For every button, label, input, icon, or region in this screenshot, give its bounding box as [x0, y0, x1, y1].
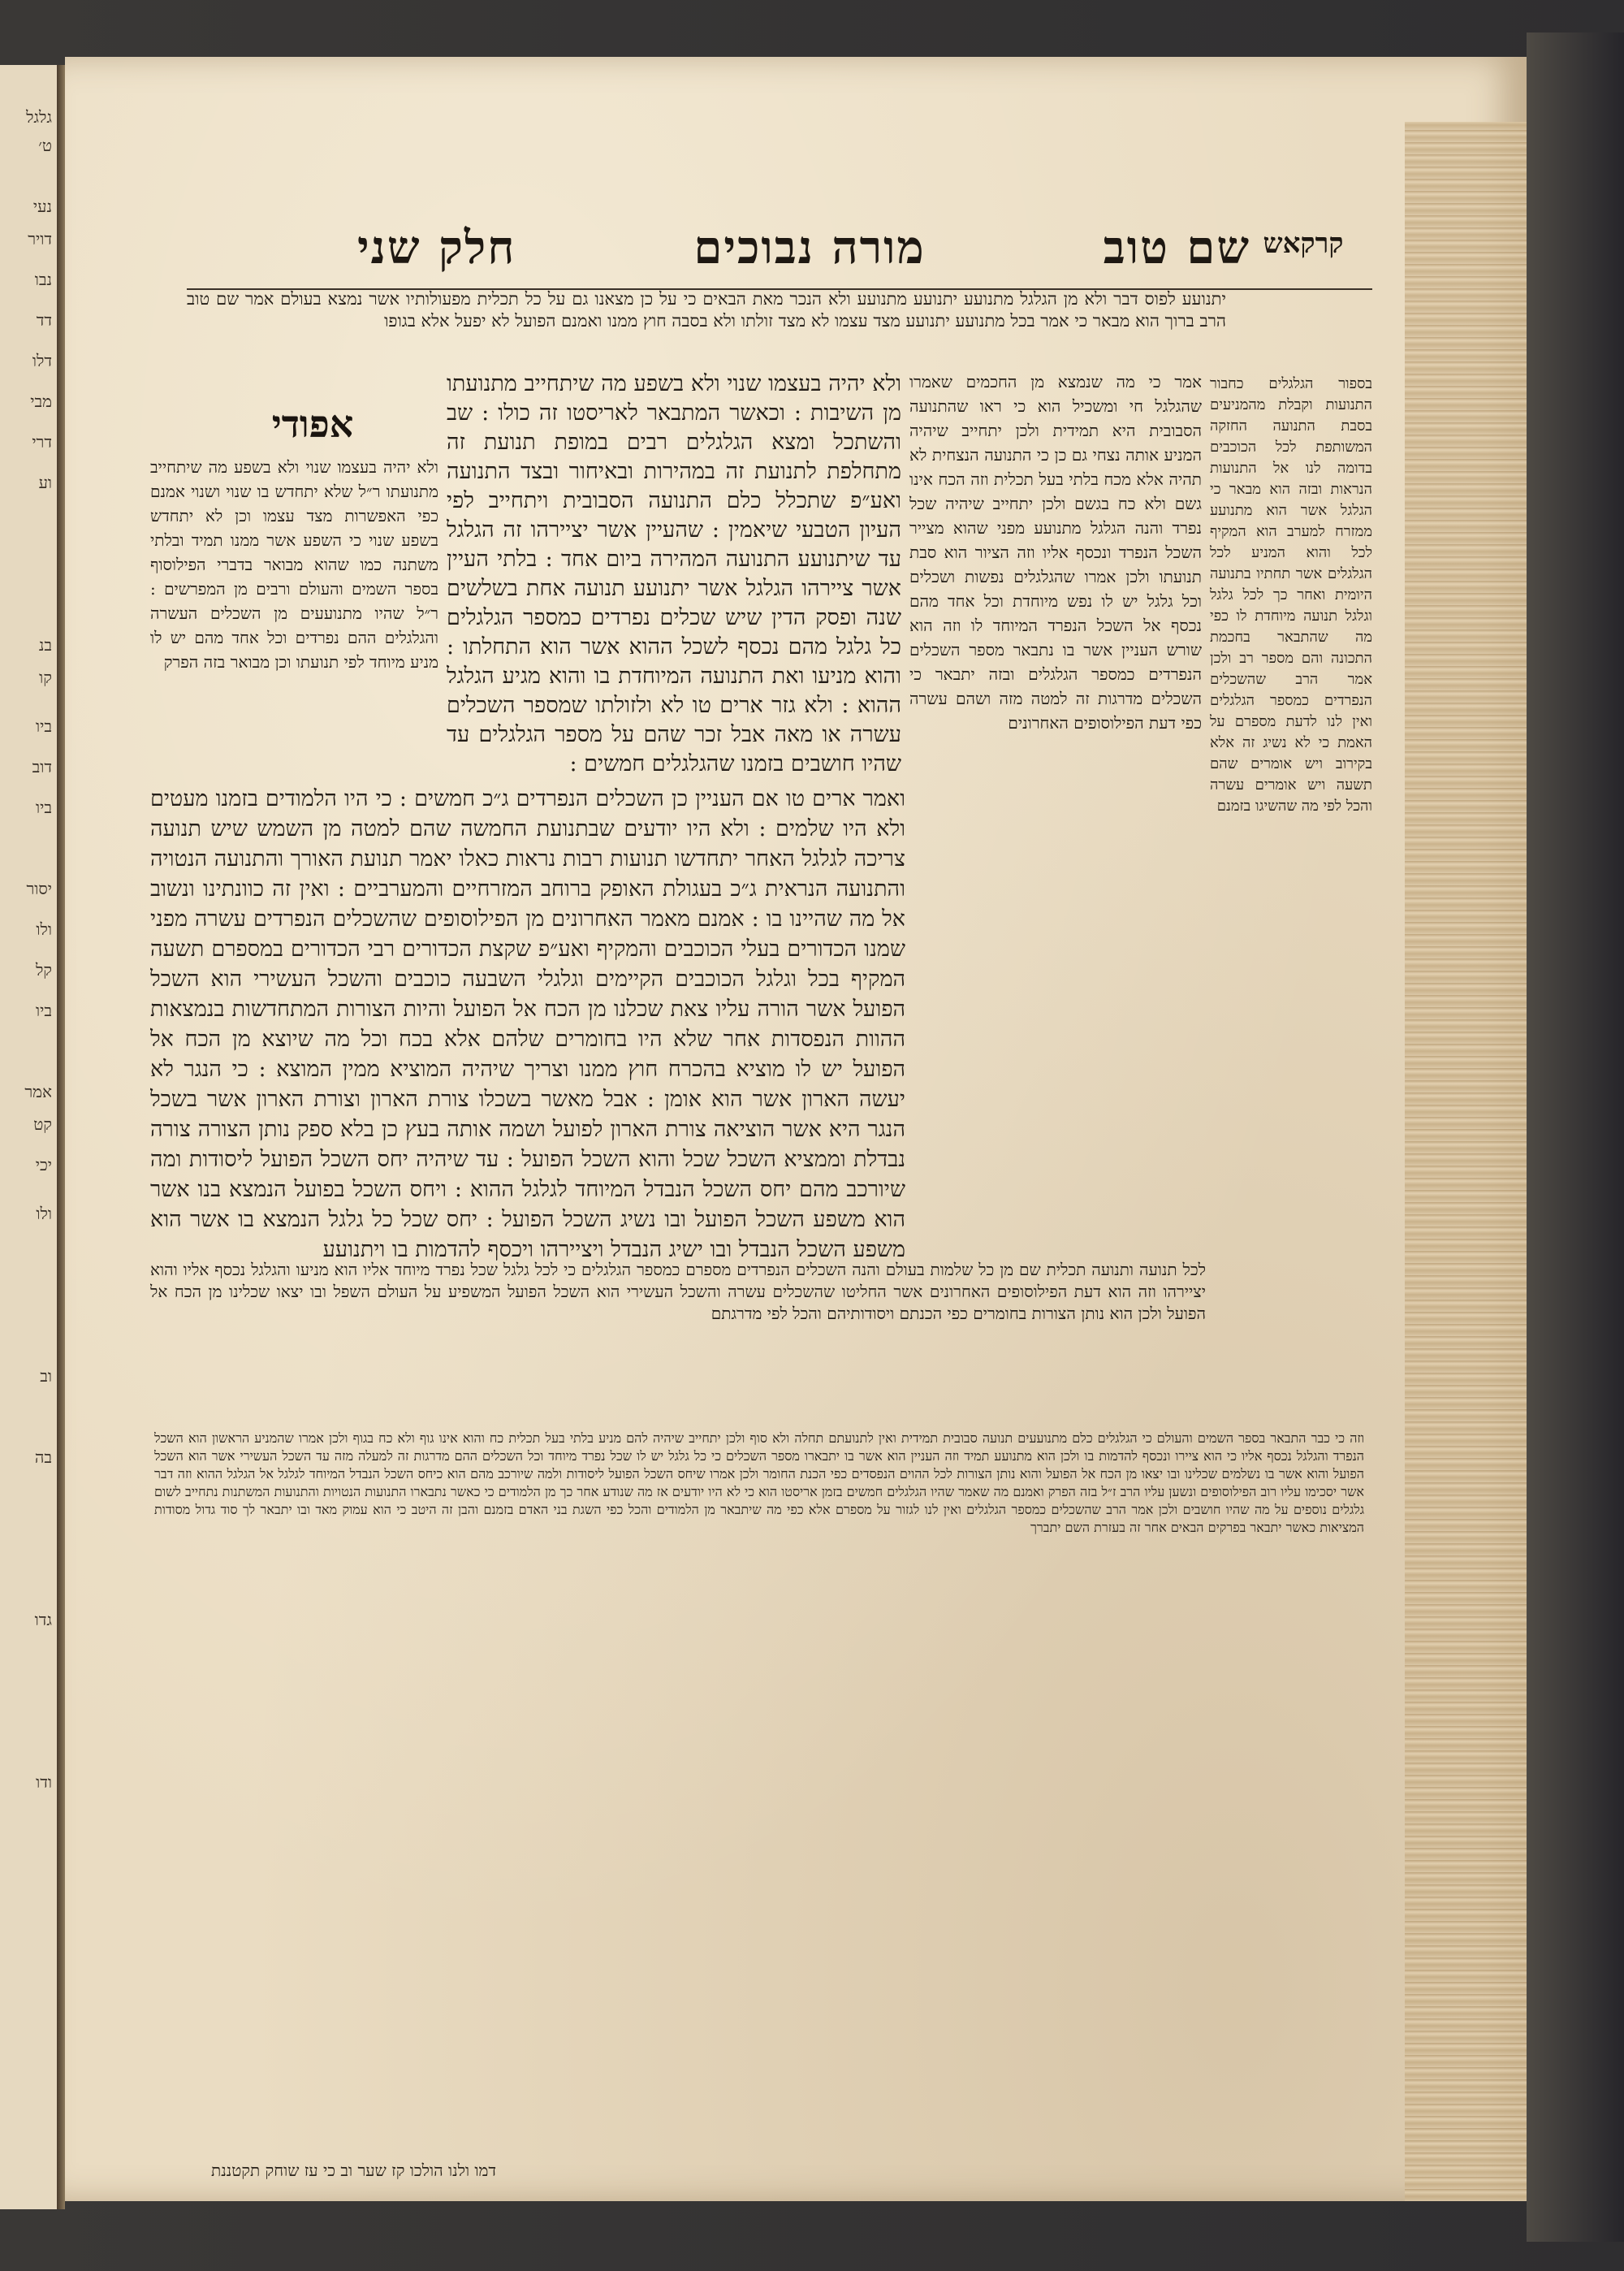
- header-part: חלק שני: [357, 221, 516, 275]
- left-fragment-line: גדו: [34, 1610, 52, 1629]
- left-fragment-line: גלגל: [26, 107, 52, 127]
- efodi-heading: אפודי: [271, 402, 354, 446]
- left-fragment-line: מבי: [30, 391, 52, 411]
- left-fragment-line: ודו: [36, 1772, 52, 1792]
- left-fragment-line: בה: [34, 1447, 52, 1467]
- left-page-fragment: [0, 65, 59, 2209]
- left-fragment-line: דוב: [32, 757, 52, 776]
- side-commentary-column: בספור הגלגלים כחבור התנועות וקבלת מהמניעים בסבת התנועה החזקה המשותפת לכל הכוכבים בדומה לנו אל התנועות הנראות ובזה הוא מבאר כי הגלגל אשר הוא מתנועע ממזרח למערב הוא המקיף לכל והוא המניע לכל הגלגלים אשר תחתיו בתנועה היומית ואחר כך לכל גלגל וגלגל תנועה מיוחדת לו כפי מה שהתבאר בחכמת התכונה והם מספר רב ולכן אמר הרב שהשכלים הנפרדים כמספר הגלגלים ואין לנו לדעת מספרם על האמת כי לא נשיג זה אלא בקירוב ויש אומרים שהם תשעה ויש אומרים עשרה והכל לפי מה שהשיגו בזמנם: [1210, 375, 1372, 815]
- header-title: מורה נבוכים: [693, 221, 926, 275]
- left-fragment-line: ולו: [36, 1204, 52, 1223]
- left-fragment-line: יכי: [35, 1155, 52, 1174]
- left-fragment-line: ביו: [36, 716, 52, 736]
- main-text-lower: ואמר ארים טו אם העניין כן השכלים הנפרדים ג״כ חמשים : כי היו הלמודים בזמנו מעטים ולא היו שלמים : ולא היו יודעים שבתנועת החמשה שהם למטה מן השמש שיש תנועה צריכה לגלגל האחר יתחדשו תנועות רבות נראות כאלו יאמר תנועת האורך והתנועה הנטויה והתנועה הנראית ג״כ בעגולת האופק ברוחב המזרחיים והמערביים : ואין זה כוונתינו ונשוב אל מה שהיינו בו : אמנם מאמר האחרונים מן הפילוסופים שהשכלים הנפרדים עשרה מפני שמנו הכדורים בעלי הכוכבים והמקיף ואע״פ שקצת הכדורים רבי הכדורים במספרם תשעה המקיף בכל וגלגל הכוכבים הקיימים וגלגלי השבעה כוכבים והשכל העשירי הוא השכל הפועל אשר הורה עליו צאת שכלנו מן הכח אל הפועל והיות הצורות המתחדשות בנמצאות ההוות הנפסדות אחר שלא היו בחומרים שלהם אלא בכח וכל מה שיוצא מן הכח אל הפועל יש לו מוציא בהכרח חוץ ממנו וצריך שיהיה המוציא ממין המוצא : כי הנגר לא יעשה הארון אשר הוא אומן : אבל מאשר בשכלו צורת הארון וצורת הארון אשר בשכל הנגר היא אשר הוציאה צורת הארון לפועל ושמה אותה בעץ כן בלא ספק נותן הצורה צורה נבדלת וממציא השכל שכל והוא השכל הפועל : עד שיהיה יחס השכל הפועל ליסודות ומה שיורכב מהם יחס השכל הנבדל המיוחד לגלגל ההוא : ויחס השכל בפועל הנמצא בנו אשר הוא משפע השכל הפועל ובו נשיג השכל הפועל : יחס שכל כל גלגל הנמצא בו אשר הוא משפע השכל הנבדל ובו ישיג הנבדל ויציירהו ויכסף להדמות בו ויתנועע: [150, 786, 905, 1262]
- left-fragment-line: ביו: [36, 798, 52, 817]
- left-fragment-line: קט: [33, 1114, 52, 1134]
- running-header: [357, 215, 1250, 280]
- left-fragment-line: נעי: [32, 197, 52, 216]
- left-fragment-line: וע: [38, 473, 52, 492]
- catchword: דמו ולנו הולכו קז שער וב כי עז שוחק תקטננת: [211, 2161, 497, 2180]
- left-fragment-line: אמר: [24, 1082, 52, 1101]
- left-fragment-line: ט׳: [38, 136, 52, 155]
- header-commentator: שם טוב: [1103, 221, 1250, 275]
- left-fragment-line: דלו: [32, 351, 52, 370]
- intro-commentary: יתנועע לפוס דבר ולא מן הגלגל מתנועע יתנועע מתנועע ולא הנכר מאת הבאים כי על כן מצאנו גם על כל תכלית מפעולותיו אשר נמצא בעולם אמר שם טוב הרב ברוך הוא מבאר כי אמר בכל מתנועע יתנועע מצד עצמו לא מצד זולתו ולא בסבה חוץ ממנו ואמנם הפועל לא יפעל אלא בגופו: [187, 289, 1226, 331]
- left-fragment-line: קל: [35, 960, 52, 980]
- left-fragment-line: דרי: [32, 432, 52, 452]
- shem-tov-commentary: אמר כי מה שנמצא מן החכמים שאמרו שהגלגל חי ומשכיל הוא כי ראו שהתנועה הסבובית היא תמידית ולכן יתחייב שיהיה המניע אותה נצחי גם כן כי התנועה הנצחית לא תהיה אלא מכח בלתי בעל תכלית וזה הכח אינו גשם ולא כח בגשם ולכן יתחייב שיהיה שכל נפרד והנה הגלגל מתנועע מפני שהוא מצייר השכל הנפרד ונכסף אליו וזה הציור הוא סבת תנועתו ולכן אמרו שהגלגלים נפשות ושכלים וכל גלגל יש לו נפש מיוחדת וכל אחד מהם נכסף אל השכל הנפרד המיוחד לו וזה הוא שורש העניין אשר בו נתבאר מספר השכלים הנפרדים כמספר הגלגלים ובזה יתבאר כי השכלים מדרגות זה למטה מזה ושהם עשרה כפי דעת הפילוסופים האחרונים: [909, 372, 1202, 733]
- bottom-commentary: וזה כי כבר התבאר בספר השמים והעולם כי הגלגלים כלם מתנועעים תנועה סבובית תמידית ואין לתנועתם תחלה ולא סוף ולכן יתחייב שיהיה להם מניע בלתי בעל תכלית כח והוא אינו גוף ולא כח בגוף ולכן אמרו שהמניע הראשון הוא השכל הנפרד והגלגל נכסף אליו כי הוא ציירו ונכסף להדמות בו ולכן הוא מתנועע תמיד וזה העניין הוא אשר בו יתבארו מספר השכלים כי כל גלגל יש לו שכל נפרד מיוחד וכל השכלים ההם מדרגות זה למעלה מזה עד השכל העשירי אשר הוא השכל הפועל והוא אשר בו נשלמים שכלינו ובו יצאו מן הכח אל הפועל והוא נותן הצורות לכל ההוים הנפסדים כפי הכנת החומר ולכן אמרו שיחס השכל הפועל ליסודות ולמה שיורכב מהם הוא כיחס השכל הנבדל המיוחד לגלגל אל הגלגל ההוא וזה דבר אשר יסכימו עליו רוב הפילוסופים ונשען עליו הרב ז״ל בזה הפרק ואמנם מה שאמר שהיו הגלגלים חמשים בזמן אריסטו הוא כי לא היו יודעים אז מה שנודע אחר כך מן הלמודים כי כאשר נתבארו התנועות הנטויות והתנועות המשתנות נתחייב לשום גלגלים נוספים על מה שהיו חושבים ולכן אמר הרב שהשכלים כמספר הגלגלים ואין לנו לגזור על מספרם אלא כפי מה שיתבאר מן הלמודים והכל כפי השגת בני האדם בזמנם והבן זה היטב כי הוא עמוק מאד ובו יתבאר לך סוד גדול מסודות המציאות כאשר יתבאר בפרקים הבאים אחר זה בעזרת השם יתברך: [154, 1430, 1364, 1535]
- efodi-commentary: ולא יהיה בעצמו שנוי ולא בשפע מה שיתחייב מתנועתו ר״ל שלא יתחדש בו שנוי ושנוי אמנם כפי האפשרות מצד עצמו וכן לא יתחדש בשפע שנוי כי השפע אשר ממנו תמיד ובלתי משתנה כמו שהוא מבואר בדברי הפילוסוף בספר השמים והעולם ורבים מן המפרשים : ר״ל שהיו מתנועעים מן השכלים העשרה והגלגלים ההם נפרדים וכל אחד מהם יש לו מניע מיוחד לפי תנועתו וכן מבואר בזה הפרק: [150, 457, 438, 672]
- book-gutter: [57, 65, 65, 2209]
- left-fragment-line: דד: [36, 310, 52, 330]
- book-page: [65, 57, 1527, 2201]
- left-fragment-line: בנ: [38, 635, 52, 655]
- left-fragment-line: דויר: [28, 229, 52, 249]
- left-fragment-line: ולו: [36, 919, 52, 939]
- left-fragment-line: קו: [39, 668, 52, 687]
- left-fragment-line: ביו: [36, 1001, 52, 1020]
- side-commentary-label: קרקאש: [1263, 227, 1344, 260]
- left-fragment-line: יסור: [26, 879, 52, 898]
- left-fragment-line: וב: [40, 1366, 52, 1386]
- commentary-continuation: לכל תנועה ותנועה תכלית שם מן כל שלמות בעולם והנה השכלים הנפרדים מספרם כמספר הגלגלים כי לכל גלגל שכל נפרד מיוחד אליו הוא מניעו והגלגל נכסף אליו והוא יציירהו וזה הוא דעת הפילוסופים האחרונים אשר החליטו שהשכלים עשרה והשכל העשירי הוא השכל הפועל המשפיע על העולם השפל ובו יצאו שכלינו מן הכח אל הפועל ולכן הוא נותן הצורות בחומרים כפי הכנתם ויסודותיהם והכל לפי מדרגתם: [150, 1260, 1206, 1323]
- left-fragment-line: נבו: [34, 270, 52, 289]
- book-spine: [1527, 32, 1624, 2242]
- main-text-upper: ולא יהיה בעצמו שנוי ולא בשפע מה שיתחייב מתנועתו מן השיבות : וכאשר המתבאר לאריסטו זה כולו : שב והשתכל ומצא הגלגלים רבים במופת תנועת זה מתחלפת לתנועת זה במהירות ובאיחור ובצד התנועה ואע״פ שתכלל כלם התנועה הסבובית ויתחייב לפי העיון הטבעי שיאמין : שהעיין אשר יציירהו זה הגלגל עד שיתנועע התנועה המהירה ביום אחד : בלתי העיין אשר ציירהו הגלגל אשר יתנועע תנועה אחת בשלשים שנה ופסק הדין שיש שכלים נפרדים כמספר הגלגלים כל גלגל מהם נכסף לשכל ההוא אשר הוא התחלתו : והוא מניעו ואת התנועה המיוחדת בו והוא מגיע הגלגל ההוא : ולא גזר ארים טו לא ולזולתו שמספר השכלים עשרה או מאה אבל זכר שהם על מספר הגלגלים עד שהיו חושבים בזמנו שהגלגלים חמשים :: [447, 371, 901, 776]
